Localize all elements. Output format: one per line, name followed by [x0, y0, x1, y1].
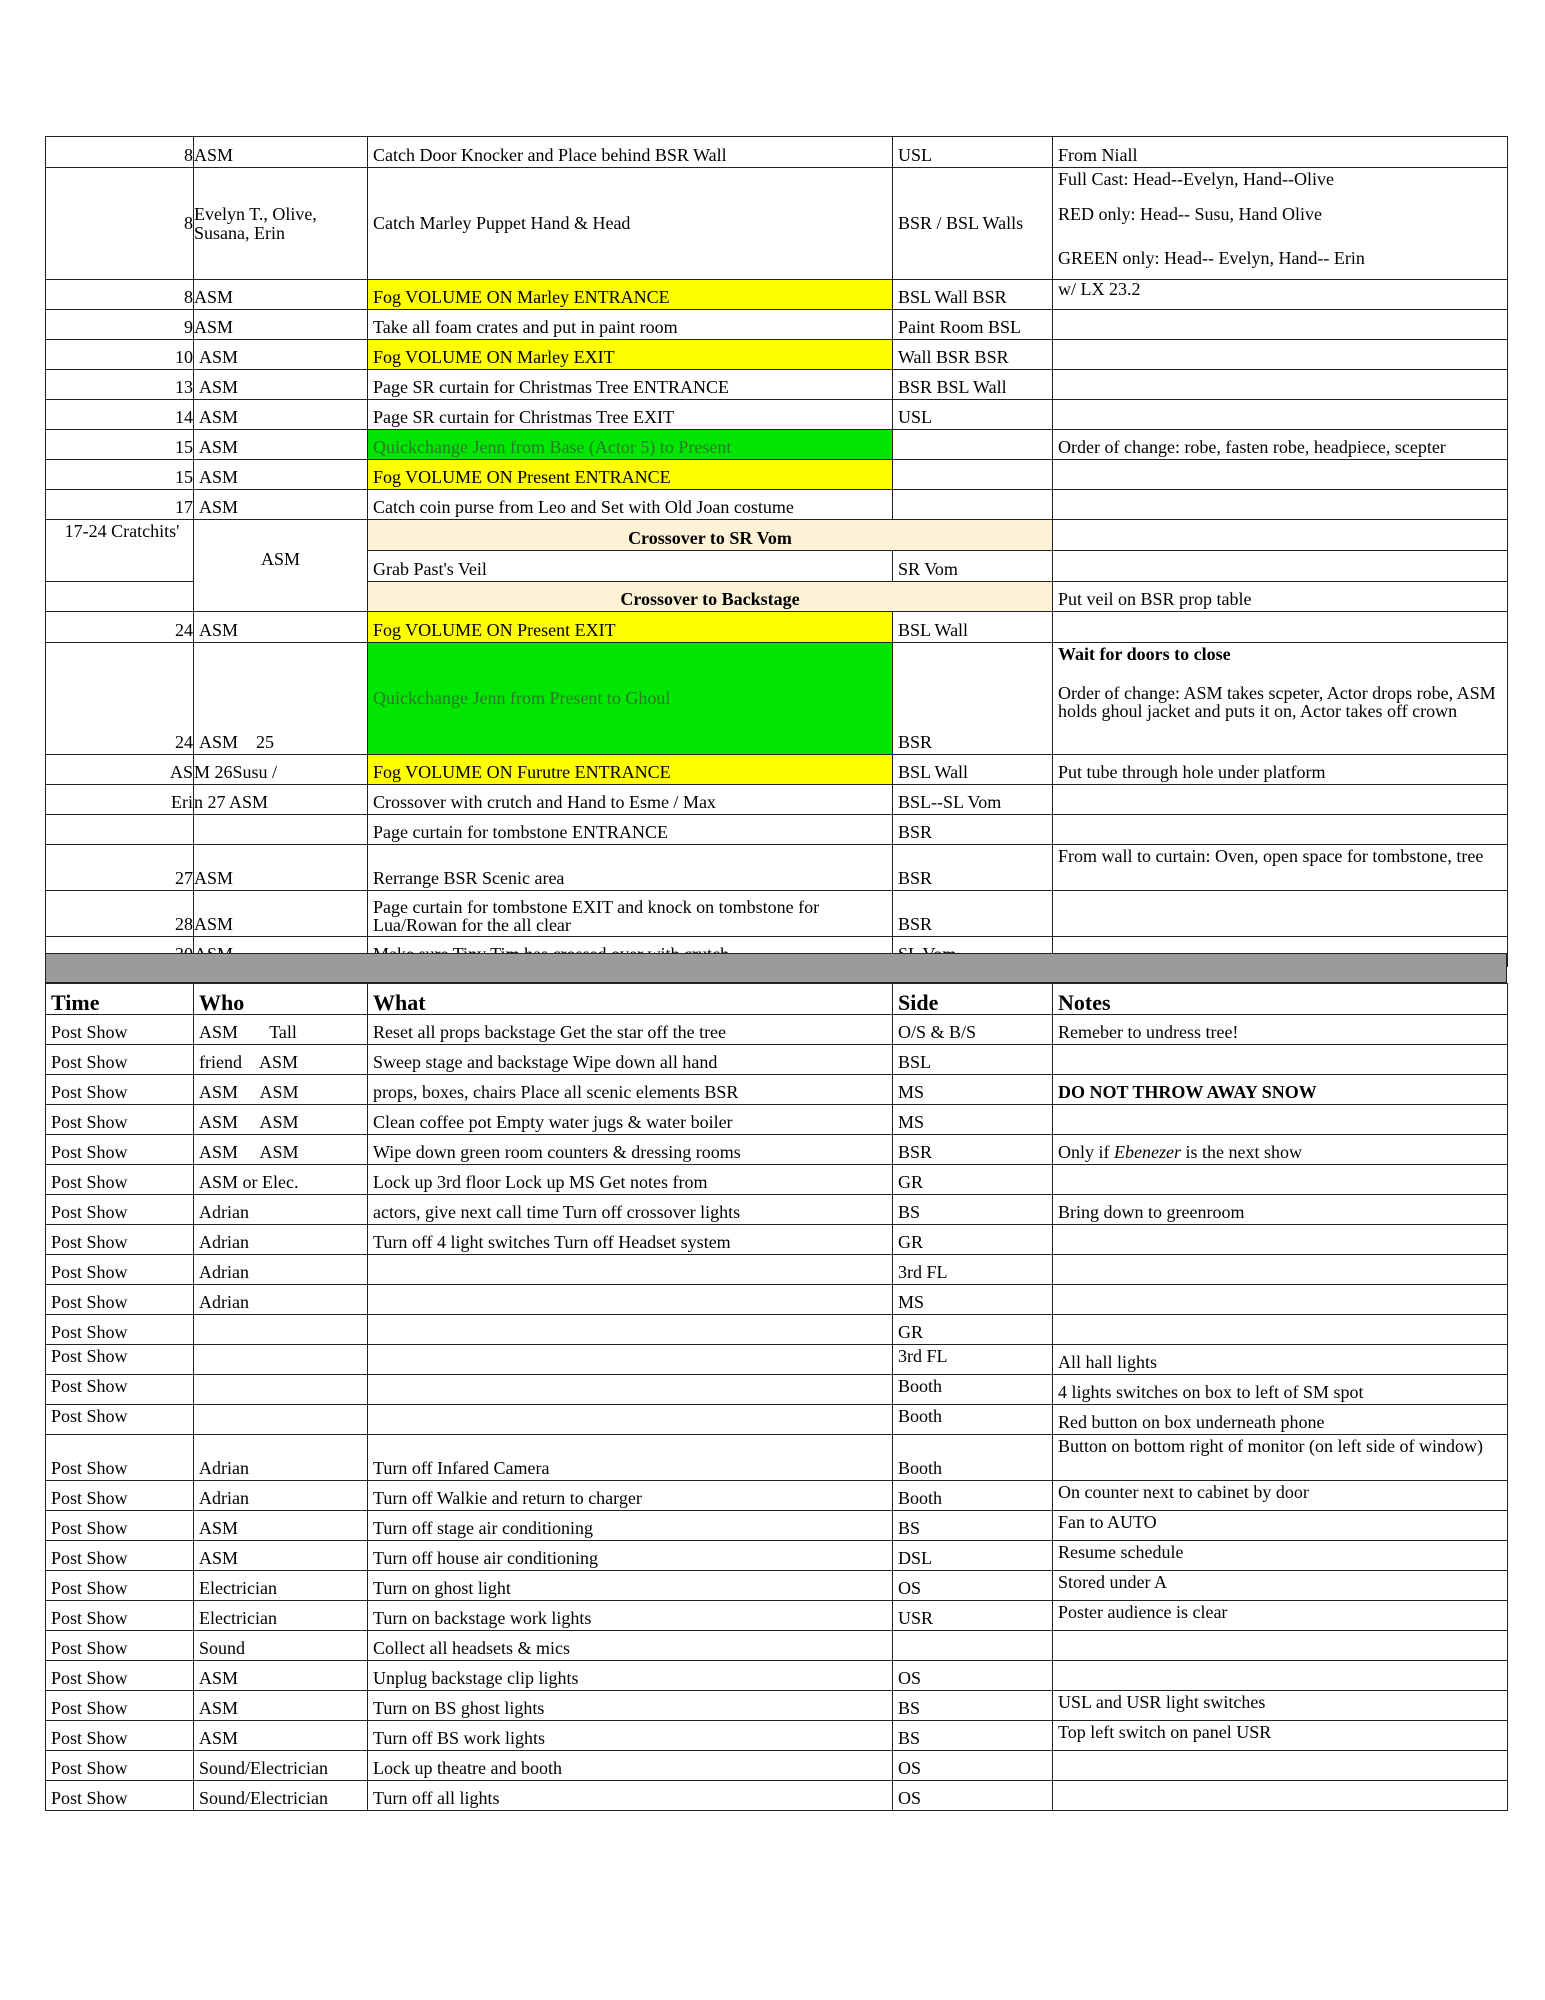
cue-notes — [1053, 168, 1508, 280]
cue-number: 8 — [46, 168, 194, 280]
post-show-what: Turn off stage air conditioning — [368, 1511, 893, 1541]
cue-who: ASM — [194, 400, 368, 430]
post-show-notes: All hall lights — [1053, 1345, 1508, 1375]
post-show-notes: DO NOT THROW AWAY SNOW — [1053, 1075, 1508, 1105]
cue-number: Eri — [46, 785, 194, 815]
cue-notes: From wall to curtain: Oven, open space for tombstone, tree — [1053, 845, 1508, 891]
table-row — [46, 1511, 1508, 1541]
post-show-time: Post Show — [46, 1225, 194, 1255]
post-show-who: ASM — [194, 1511, 368, 1541]
table-row — [46, 1165, 1508, 1195]
post-show-what — [368, 1345, 893, 1375]
table-row — [46, 1105, 1508, 1135]
post-show-side: O/S & B/S — [893, 1015, 1053, 1045]
note-text: Only if — [1058, 1142, 1114, 1162]
post-show-notes — [1053, 1225, 1508, 1255]
cue-what: Crossover to SR Vom — [368, 520, 1053, 551]
table-row — [46, 1255, 1508, 1285]
cue-number: 15 — [46, 430, 194, 460]
post-show-who: ASM ASM — [194, 1075, 368, 1105]
table-row — [46, 845, 1508, 891]
post-show-time: Post Show — [46, 1075, 194, 1105]
post-show-side: BS — [893, 1195, 1053, 1225]
cue-what: Page curtain for tombstone EXIT and knock on tombstone for Lua/Rowan for the all clear — [368, 891, 893, 937]
table-row — [46, 137, 1508, 168]
post-show-what: props, boxes, chairs Place all scenic elements BSR — [368, 1075, 893, 1105]
cue-what: Crossover with crutch and Hand to Esme / Max — [368, 785, 893, 815]
post-show-who: ASM — [194, 1691, 368, 1721]
post-show-side: OS — [893, 1781, 1053, 1811]
cue-notes — [1053, 400, 1508, 430]
cue-who: ASM — [194, 370, 368, 400]
post-show-side: DSL — [893, 1541, 1053, 1571]
post-show-notes — [1053, 1105, 1508, 1135]
cue-who — [194, 815, 368, 845]
cue-side: BSL Wall BSR — [893, 280, 1053, 310]
post-show-who: ASM — [194, 1541, 368, 1571]
post-show-time: Post Show — [46, 1255, 194, 1285]
cue-number: 28 — [46, 891, 194, 937]
post-show-notes: Top left switch on panel USR — [1053, 1721, 1508, 1751]
col-header-notes: Notes — [1053, 984, 1508, 1015]
cue-side — [893, 430, 1053, 460]
table-row — [46, 815, 1508, 845]
post-show-who — [194, 1405, 368, 1435]
note-line: Full Cast: Head--Evelyn, Hand--Olive — [1058, 169, 1334, 189]
cue-what: Quickchange Jenn from Base (Actor 5) to Present — [368, 430, 893, 460]
post-show-who: Adrian — [194, 1195, 368, 1225]
post-show-notes: Red button on box underneath phone — [1053, 1405, 1508, 1435]
post-show-who: Adrian — [194, 1255, 368, 1285]
cue-notes — [1053, 490, 1508, 520]
table-row — [46, 1661, 1508, 1691]
cue-number — [46, 815, 194, 845]
cue-notes: Put veil on BSR prop table — [1053, 582, 1508, 612]
post-show-what: Turn on backstage work lights — [368, 1601, 893, 1631]
post-show-what — [368, 1255, 893, 1285]
table-row — [46, 1075, 1508, 1105]
table-row — [46, 1195, 1508, 1225]
cue-what: Grab Past's Veil — [368, 551, 893, 582]
post-show-time: Post Show — [46, 1511, 194, 1541]
table-row — [46, 1135, 1508, 1165]
post-show-time: Post Show — [46, 1481, 194, 1511]
cue-number: 9 — [46, 310, 194, 340]
post-show-who — [194, 1315, 368, 1345]
cue-side: BSL Wall — [893, 755, 1053, 785]
table-row — [46, 490, 1508, 520]
post-show-side: GR — [893, 1165, 1053, 1195]
post-show-time: Post Show — [46, 1571, 194, 1601]
post-show-notes: Poster audience is clear — [1053, 1601, 1508, 1631]
post-show-notes: 4 lights switches on box to left of SM spot — [1053, 1375, 1508, 1405]
cue-number: 15 — [46, 460, 194, 490]
cue-what: Fog VOLUME ON Present EXIT — [368, 612, 893, 643]
header-row — [46, 984, 1508, 1015]
post-show-what: Clean coffee pot Empty water jugs & water boiler — [368, 1105, 893, 1135]
table-row — [46, 168, 1508, 280]
post-show-what: Turn off 4 light switches Turn off Headset system — [368, 1225, 893, 1255]
cue-notes: Order of change: robe, fasten robe, headpiece, scepter — [1053, 430, 1508, 460]
post-show-who: Sound/Electrician — [194, 1781, 368, 1811]
post-show-notes: On counter next to cabinet by door — [1053, 1481, 1508, 1511]
post-show-side: 3rd FL — [893, 1255, 1053, 1285]
post-show-time: Post Show — [46, 1375, 194, 1405]
post-show-notes — [1053, 1255, 1508, 1285]
post-show-who: Adrian — [194, 1225, 368, 1255]
post-show-time: Post Show — [46, 1105, 194, 1135]
table-row — [46, 310, 1508, 340]
post-show-who: ASM — [194, 1661, 368, 1691]
post-show-what: Lock up theatre and booth — [368, 1751, 893, 1781]
post-show-notes — [1053, 1661, 1508, 1691]
table-row — [46, 1481, 1508, 1511]
cue-number: 8 — [46, 280, 194, 310]
post-show-notes — [1053, 1781, 1508, 1811]
cue-number: 24 — [46, 612, 194, 643]
table-row — [46, 280, 1508, 310]
post-show-side: MS — [893, 1105, 1053, 1135]
post-show-time: Post Show — [46, 1435, 194, 1481]
post-show-what: Turn off Walkie and return to charger — [368, 1481, 893, 1511]
post-show-time: Post Show — [46, 1045, 194, 1075]
table-row — [46, 1405, 1508, 1435]
post-show-notes: Remeber to undress tree! — [1053, 1015, 1508, 1045]
post-show-side: Booth — [893, 1375, 1053, 1405]
post-show-time: Post Show — [46, 1661, 194, 1691]
table-row — [46, 1571, 1508, 1601]
post-show-who — [194, 1345, 368, 1375]
cue-number: 14 — [46, 400, 194, 430]
post-show-who: Adrian — [194, 1481, 368, 1511]
post-show-what: Turn off Infared Camera — [368, 1435, 893, 1481]
cue-notes — [1053, 785, 1508, 815]
post-show-notes — [1053, 1631, 1508, 1661]
cue-side: Paint Room BSL — [893, 310, 1053, 340]
post-show-time: Post Show — [46, 1015, 194, 1045]
table-row — [46, 643, 1508, 755]
table-row — [46, 1601, 1508, 1631]
cue-side: BSR — [893, 845, 1053, 891]
post-show-side: OS — [893, 1571, 1053, 1601]
cue-what: Quickchange Jenn from Present to Ghoul — [368, 643, 893, 755]
post-show-who: Adrian — [194, 1285, 368, 1315]
post-show-time: Post Show — [46, 1601, 194, 1631]
cue-who: ASM 25 — [194, 643, 368, 755]
table-row — [46, 1315, 1508, 1345]
cue-notes — [1053, 340, 1508, 370]
post-show-time: Post Show — [46, 1691, 194, 1721]
cue-what: Fog VOLUME ON Present ENTRANCE — [368, 460, 893, 490]
post-show-time: Post Show — [46, 1541, 194, 1571]
cue-what: Fog VOLUME ON Furutre ENTRANCE — [368, 755, 893, 785]
table-row — [46, 1541, 1508, 1571]
post-show-side — [893, 1631, 1053, 1661]
cue-notes — [1053, 891, 1508, 937]
cue-side: USL — [893, 137, 1053, 168]
post-show-what — [368, 1405, 893, 1435]
cue-who: ASM — [194, 280, 368, 310]
post-show-who: Electrician — [194, 1571, 368, 1601]
post-show-who — [194, 1375, 368, 1405]
section-separator — [45, 953, 1507, 983]
post-show-side: MS — [893, 1285, 1053, 1315]
post-show-side: BS — [893, 1691, 1053, 1721]
note-line: Wait for doors to close — [1058, 644, 1231, 664]
cue-side: BSR BSL Wall — [893, 370, 1053, 400]
cue-who: M 26Susu / — [194, 755, 368, 785]
cue-side: SR Vom — [893, 551, 1053, 582]
post-show-side: BS — [893, 1721, 1053, 1751]
cue-notes — [1053, 551, 1508, 582]
post-show-who: Sound — [194, 1631, 368, 1661]
post-show-time: Post Show — [46, 1315, 194, 1345]
note-line: RED only: Head-- Susu, Hand Olive — [1058, 204, 1322, 224]
cue-notes — [1053, 815, 1508, 845]
post-show-notes: Button on bottom right of monitor (on left side of window) — [1053, 1435, 1508, 1481]
post-show-side: BSL — [893, 1045, 1053, 1075]
post-show-notes — [1053, 1045, 1508, 1075]
cue-what: Take all foam crates and put in paint room — [368, 310, 893, 340]
post-show-side: OS — [893, 1751, 1053, 1781]
post-show-what — [368, 1315, 893, 1345]
col-header-time: Time — [46, 984, 194, 1015]
cue-what: Fog VOLUME ON Marley ENTRANCE — [368, 280, 893, 310]
note-text: is the next show — [1180, 1142, 1302, 1162]
post-show-time: Post Show — [46, 1345, 194, 1375]
cue-who: n 27 ASM — [194, 785, 368, 815]
post-show-side: BS — [893, 1511, 1053, 1541]
cue-side: BSR — [893, 643, 1053, 755]
table-row — [46, 785, 1508, 815]
table-row — [46, 460, 1508, 490]
post-show-notes: Stored under A — [1053, 1571, 1508, 1601]
post-show-notes — [1053, 1751, 1508, 1781]
post-show-who: ASM ASM — [194, 1105, 368, 1135]
post-show-time: Post Show — [46, 1285, 194, 1315]
post-show-side: Booth — [893, 1435, 1053, 1481]
post-show-who: ASM or Elec. — [194, 1165, 368, 1195]
cue-number: 8 — [46, 137, 194, 168]
cue-side: Wall BSR BSR — [893, 340, 1053, 370]
table-row — [46, 891, 1508, 937]
cue-what: Page SR curtain for Christmas Tree ENTRANCE — [368, 370, 893, 400]
cue-number — [46, 582, 194, 612]
post-show-what: Lock up 3rd floor Lock up MS Get notes from — [368, 1165, 893, 1195]
post-show-who: Sound/Electrician — [194, 1751, 368, 1781]
table-row — [46, 1045, 1508, 1075]
table-row — [46, 1225, 1508, 1255]
post-show-what: Turn on BS ghost lights — [368, 1691, 893, 1721]
cue-who: ASM — [194, 845, 368, 891]
cue-notes — [1053, 612, 1508, 643]
table-row — [46, 1631, 1508, 1661]
post-show-what: Collect all headsets & mics — [368, 1631, 893, 1661]
post-show-notes: Resume schedule — [1053, 1541, 1508, 1571]
post-show-side: 3rd FL — [893, 1345, 1053, 1375]
cue-what: Crossover to Backstage — [368, 582, 1053, 612]
post-show-side: GR — [893, 1225, 1053, 1255]
post-show-what: Turn on ghost light — [368, 1571, 893, 1601]
cue-side: USL — [893, 400, 1053, 430]
table-row — [46, 1781, 1508, 1811]
post-show-side: GR — [893, 1315, 1053, 1345]
cue-side: BSL Wall — [893, 612, 1053, 643]
cue-notes — [1053, 370, 1508, 400]
post-show-what: Reset all props backstage Get the star off the tree — [368, 1015, 893, 1045]
cue-who: ASM — [194, 137, 368, 168]
table-row — [46, 370, 1508, 400]
cue-number: 10 — [46, 340, 194, 370]
cue-who: ASM — [194, 891, 368, 937]
col-header-who: Who — [194, 984, 368, 1015]
table-row — [46, 1345, 1508, 1375]
post-show-time: Post Show — [46, 1135, 194, 1165]
post-show-time: Post Show — [46, 1405, 194, 1435]
table-row — [46, 1435, 1508, 1481]
post-show-notes: Fan to AUTO — [1053, 1511, 1508, 1541]
cue-side: BSR — [893, 815, 1053, 845]
post-show-what: Turn off all lights — [368, 1781, 893, 1811]
post-show-who: Electrician — [194, 1601, 368, 1631]
table-row — [46, 612, 1508, 643]
note-line: GREEN only: Head-- Evelyn, Hand-- Erin — [1058, 248, 1365, 268]
post-show-what: Turn off BS work lights — [368, 1721, 893, 1751]
post-show-time: Post Show — [46, 1781, 194, 1811]
post-show-side: Booth — [893, 1481, 1053, 1511]
table-row — [46, 430, 1508, 460]
cue-notes — [1053, 310, 1508, 340]
post-show-what: Sweep stage and backstage Wipe down all hand — [368, 1045, 893, 1075]
cue-who: ASM — [194, 490, 368, 520]
post-show-notes: USL and USR light switches — [1053, 1691, 1508, 1721]
table-row — [46, 400, 1508, 430]
note-line: Order of change: ASM takes scpeter, Actor drops robe, ASM holds ghoul jacket and puts it on, Actor takes off crown — [1058, 683, 1496, 721]
cue-who: ASM — [194, 430, 368, 460]
post-show-who: ASM Tall — [194, 1015, 368, 1045]
col-header-what: What — [368, 984, 893, 1015]
cue-what: Catch Door Knocker and Place behind BSR Wall — [368, 137, 893, 168]
cue-side — [893, 460, 1053, 490]
table-row — [46, 520, 1508, 551]
post-show-table — [45, 983, 1508, 1811]
post-show-notes — [1053, 1285, 1508, 1315]
post-show-who: Adrian — [194, 1435, 368, 1481]
post-show-side: Booth — [893, 1405, 1053, 1435]
cue-side — [893, 490, 1053, 520]
cue-what: Page SR curtain for Christmas Tree EXIT — [368, 400, 893, 430]
post-show-side: BSR — [893, 1135, 1053, 1165]
post-show-side: OS — [893, 1661, 1053, 1691]
cue-number: 24 — [46, 643, 194, 755]
post-show-time: Post Show — [46, 1751, 194, 1781]
cue-side: BSR / BSL Walls — [893, 168, 1053, 280]
cue-what: Rerrange BSR Scenic area — [368, 845, 893, 891]
cue-who: ASM — [194, 612, 368, 643]
cue-notes: Put tube through hole under platform — [1053, 755, 1508, 785]
table-row — [46, 1015, 1508, 1045]
cue-who: ASM — [194, 340, 368, 370]
post-show-body — [46, 1015, 1508, 1811]
cue-who: Evelyn T., Olive, Susana, Erin — [194, 168, 368, 280]
post-show-what: actors, give next call time Turn off crossover lights — [368, 1195, 893, 1225]
table-row — [46, 1285, 1508, 1315]
cue-what: Fog VOLUME ON Marley EXIT — [368, 340, 893, 370]
cue-notes: From Niall — [1053, 137, 1508, 168]
post-show-time: Post Show — [46, 1195, 194, 1225]
post-show-time: Post Show — [46, 1721, 194, 1751]
post-show-side: MS — [893, 1075, 1053, 1105]
post-show-notes — [1053, 1165, 1508, 1195]
cue-who: ASM — [194, 520, 368, 612]
table-row — [46, 1691, 1508, 1721]
cue-table — [45, 136, 1508, 967]
post-show-what: Turn off house air conditioning — [368, 1541, 893, 1571]
cue-number: 13 — [46, 370, 194, 400]
post-show-time: Post Show — [46, 1165, 194, 1195]
table-row — [46, 755, 1508, 785]
cue-what: Catch coin purse from Leo and Set with Old Joan costume — [368, 490, 893, 520]
cue-what: Catch Marley Puppet Hand & Head — [368, 168, 893, 280]
cue-notes: w/ LX 23.2 — [1053, 280, 1508, 310]
post-show-what: Unplug backstage clip lights — [368, 1661, 893, 1691]
cue-number: 17 — [46, 490, 194, 520]
cue-number: AS — [46, 755, 194, 785]
cue-who: ASM — [194, 460, 368, 490]
cue-notes — [1053, 643, 1508, 755]
show-title: Ebenezer — [1114, 1142, 1181, 1162]
cue-side: BSR — [893, 891, 1053, 937]
post-show-who: friend ASM — [194, 1045, 368, 1075]
cue-notes — [1053, 460, 1508, 490]
col-header-side: Side — [893, 984, 1053, 1015]
post-show-what: Wipe down green room counters & dressing rooms — [368, 1135, 893, 1165]
table-row — [46, 340, 1508, 370]
cue-number: 27 — [46, 845, 194, 891]
post-show-side: USR — [893, 1601, 1053, 1631]
table-row — [46, 1751, 1508, 1781]
cue-number: 17-24 Cratchits' — [46, 520, 194, 582]
cue-what: Page curtain for tombstone ENTRANCE — [368, 815, 893, 845]
post-show-what — [368, 1375, 893, 1405]
cue-side: BSL--SL Vom — [893, 785, 1053, 815]
table-row — [46, 1375, 1508, 1405]
post-show-who: ASM — [194, 1721, 368, 1751]
post-show-time: Post Show — [46, 1631, 194, 1661]
post-show-notes — [1053, 1135, 1508, 1165]
cue-notes — [1053, 520, 1508, 551]
post-show-what — [368, 1285, 893, 1315]
post-show-notes: Bring down to greenroom — [1053, 1195, 1508, 1225]
post-show-who: ASM ASM — [194, 1135, 368, 1165]
table-row — [46, 1721, 1508, 1751]
cue-who: ASM — [194, 310, 368, 340]
post-show-notes — [1053, 1315, 1508, 1345]
